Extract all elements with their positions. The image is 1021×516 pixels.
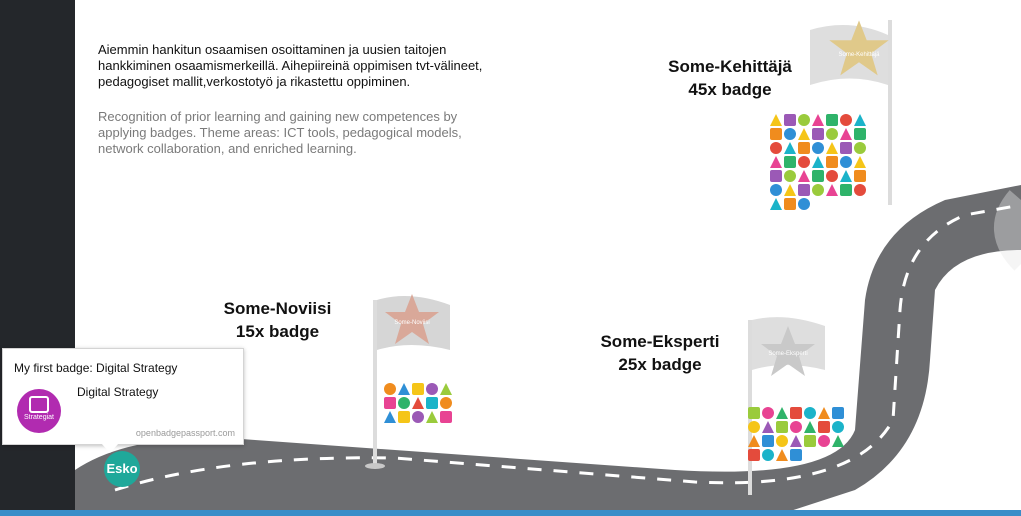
badge-icon[interactable] [854, 128, 866, 140]
badge-label: Strategiat [24, 414, 54, 421]
badge-icon[interactable] [784, 128, 796, 140]
badge-icon[interactable] [748, 449, 760, 461]
badge-icon[interactable] [770, 184, 782, 196]
badge-icon[interactable] [398, 411, 410, 423]
badge-icon[interactable] [790, 449, 802, 461]
badge-icon[interactable] [770, 170, 782, 182]
badge-grid-eksperti [748, 407, 844, 461]
popup-badge-name[interactable]: Digital Strategy [77, 385, 159, 399]
badge-icon[interactable] [784, 198, 796, 210]
badge-icon[interactable] [748, 435, 760, 447]
badge-icon[interactable] [826, 142, 838, 154]
badge-icon[interactable] [832, 407, 844, 419]
badge-icon[interactable] [398, 397, 410, 409]
badge-icon[interactable] [798, 114, 810, 126]
badge-icon[interactable] [384, 383, 396, 395]
badge-icon[interactable] [776, 449, 788, 461]
badge-icon[interactable] [762, 449, 774, 461]
star-label: Some-Noviisi [394, 320, 430, 326]
badge-icon[interactable] [840, 128, 852, 140]
badge-icon[interactable] [440, 397, 452, 409]
level-name: Some-Noviisi [223, 299, 332, 318]
badge-icon[interactable] [748, 421, 760, 433]
badge-tooltip-popup [2, 348, 244, 445]
star-label: Some-Kehittäjä [838, 52, 880, 58]
badge-icon[interactable] [854, 184, 866, 196]
digital-strategy-badge[interactable] [17, 389, 61, 433]
badge-icon[interactable] [384, 411, 396, 423]
level-count: 15x badge [235, 322, 320, 341]
badge-icon[interactable] [854, 170, 866, 182]
badge-icon[interactable] [826, 128, 838, 140]
badge-icon[interactable] [818, 407, 830, 419]
badge-icon[interactable] [840, 170, 852, 182]
badge-grid-kehittaja [770, 114, 866, 210]
intro-english: Recognition of prior learning and gaining new competences by applying badges. Theme areas: ICT tools, pedagogical models, network collaboration, and enriched learning. [98, 109, 462, 156]
badge-icon[interactable] [762, 421, 774, 433]
badge-icon[interactable] [762, 407, 774, 419]
star-badge-noviisi[interactable] [382, 292, 442, 348]
popup-site[interactable]: openbadgepassport.com [135, 428, 235, 438]
badge-icon[interactable] [790, 421, 802, 433]
badge-icon[interactable] [790, 435, 802, 447]
badge-icon[interactable] [854, 156, 866, 168]
badge-icon[interactable] [398, 383, 410, 395]
level-name: Some-Eksperti [600, 332, 720, 351]
level-count: 25x badge [618, 355, 702, 374]
badge-icon[interactable] [412, 411, 424, 423]
badge-icon[interactable] [840, 184, 852, 196]
badge-icon[interactable] [412, 383, 424, 395]
badge-icon[interactable] [840, 156, 852, 168]
badge-icon[interactable] [832, 435, 844, 447]
star-badge-kehittaja[interactable] [826, 18, 892, 80]
badge-icon[interactable] [812, 156, 824, 168]
badge-icon[interactable] [826, 156, 838, 168]
intro-finnish: Aiemmin hankitun osaamisen osoittaminen ja uusien taitojen hankkiminen osaamismerkeillä. Aihepiireinä oppimisen tvt-välineet, pedagogiset mallit,verkostotyö ja rikastettu oppiminen. [98, 42, 483, 89]
badge-icon[interactable] [770, 114, 782, 126]
badge-icon[interactable] [776, 407, 788, 419]
level-name: Some-Kehittäjä [668, 57, 792, 76]
badge-icon[interactable] [798, 184, 810, 196]
user-avatar[interactable]: Esko [104, 451, 140, 487]
badge-icon[interactable] [384, 397, 396, 409]
badge-icon[interactable] [804, 407, 816, 419]
badge-icon[interactable] [770, 198, 782, 210]
badge-icon[interactable] [776, 421, 788, 433]
taskbar [0, 510, 1021, 516]
badge-icon[interactable] [798, 128, 810, 140]
badge-icon[interactable] [440, 411, 452, 423]
badge-icon[interactable] [812, 128, 824, 140]
badge-icon[interactable] [818, 421, 830, 433]
badge-icon[interactable] [770, 142, 782, 154]
badge-icon[interactable] [412, 397, 424, 409]
star-label: Some-Eksperti [768, 351, 808, 357]
badge-icon[interactable] [854, 142, 866, 154]
badge-icon[interactable] [832, 421, 844, 433]
badge-icon[interactable] [770, 156, 782, 168]
badge-icon[interactable] [826, 184, 838, 196]
badge-grid-noviisi [384, 383, 452, 423]
badge-icon[interactable] [840, 114, 852, 126]
badge-icon[interactable] [798, 170, 810, 182]
badge-icon[interactable] [812, 142, 824, 154]
popup-title: My first badge: Digital Strategy [14, 361, 178, 375]
level-noviisi-heading [205, 297, 350, 343]
badge-icon[interactable] [818, 435, 830, 447]
badge-icon[interactable] [784, 114, 796, 126]
strategy-icon [29, 396, 49, 413]
badge-icon[interactable] [798, 156, 810, 168]
badge-icon[interactable] [426, 397, 438, 409]
badge-icon[interactable] [826, 114, 838, 126]
level-kehittaja-heading [655, 55, 805, 101]
star-badge-eksperti[interactable] [758, 324, 818, 380]
badge-icon[interactable] [784, 184, 796, 196]
badge-icon[interactable] [840, 142, 852, 154]
badge-icon[interactable] [812, 170, 824, 182]
badge-icon[interactable] [784, 142, 796, 154]
badge-icon[interactable] [798, 142, 810, 154]
level-eksperti-heading [585, 330, 735, 376]
badge-icon[interactable] [804, 421, 816, 433]
badge-icon[interactable] [426, 411, 438, 423]
badge-icon[interactable] [826, 170, 838, 182]
badge-icon[interactable] [784, 156, 796, 168]
badge-icon[interactable] [762, 435, 774, 447]
badge-icon[interactable] [770, 128, 782, 140]
level-count: 45x badge [688, 80, 772, 99]
badge-icon[interactable] [812, 184, 824, 196]
badge-icon[interactable] [748, 407, 760, 419]
badge-icon[interactable] [854, 114, 866, 126]
badge-icon[interactable] [812, 114, 824, 126]
badge-icon[interactable] [426, 383, 438, 395]
badge-icon[interactable] [784, 170, 796, 182]
badge-icon[interactable] [798, 198, 810, 210]
badge-icon[interactable] [776, 435, 788, 447]
badge-icon[interactable] [440, 383, 452, 395]
badge-icon[interactable] [790, 407, 802, 419]
badge-icon[interactable] [804, 435, 816, 447]
